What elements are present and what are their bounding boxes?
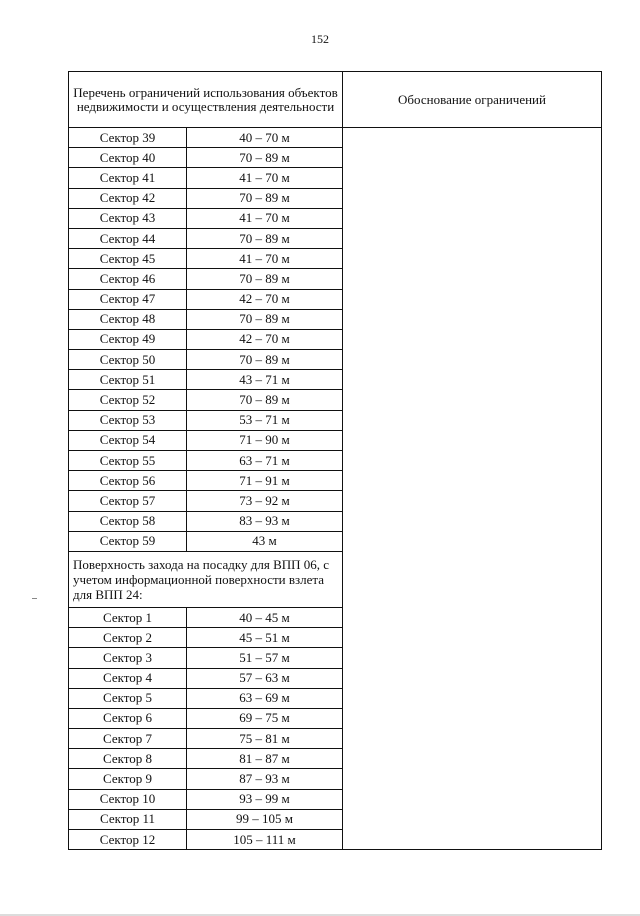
height-range-cell: 83 – 93 м [187,511,343,531]
height-range-cell: 71 – 90 м [187,430,343,450]
sector-name-cell: Сектор 43 [69,208,187,228]
height-range-cell: 105 – 111 м [187,830,343,850]
sector-name-cell: Сектор 44 [69,228,187,248]
height-range-cell: 41 – 70 м [187,168,343,188]
header-justification: Обоснование ограничений [343,72,602,128]
scan-mark [32,598,37,599]
page-number: 152 [311,32,329,46]
sector-name-cell: Сектор 56 [69,471,187,491]
height-range-cell: 70 – 89 м [187,350,343,370]
sector-name-cell: Сектор 40 [69,148,187,168]
sector-name-cell: Сектор 53 [69,410,187,430]
sector-name-cell: Сектор 55 [69,451,187,471]
sector-name-cell: Сектор 8 [69,749,187,769]
height-range-cell: 42 – 70 м [187,329,343,349]
height-range-cell: 73 – 92 м [187,491,343,511]
sector-name-cell: Сектор 39 [69,128,187,148]
sector-name-cell: Сектор 59 [69,531,187,551]
sector-name-cell: Сектор 1 [69,607,187,627]
height-range-cell: 43 – 71 м [187,370,343,390]
height-range-cell: 99 – 105 м [187,809,343,829]
sector-name-cell: Сектор 6 [69,708,187,728]
table-header-row [69,72,602,128]
table-row [69,128,602,148]
sector-name-cell: Сектор 58 [69,511,187,531]
sector-name-cell: Сектор 57 [69,491,187,511]
height-range-cell: 87 – 93 м [187,769,343,789]
sector-name-cell: Сектор 42 [69,188,187,208]
section-title: Поверхность захода на посадку для ВПП 06, с учетом информационной поверхности взлета для ВПП 24: [69,551,343,607]
height-range-cell: 41 – 70 м [187,208,343,228]
sector-name-cell: Сектор 5 [69,688,187,708]
height-range-cell: 43 м [187,531,343,551]
height-range-cell: 45 – 51 м [187,628,343,648]
sector-name-cell: Сектор 47 [69,289,187,309]
height-range-cell: 70 – 89 м [187,228,343,248]
height-range-cell: 41 – 70 м [187,249,343,269]
height-range-cell: 40 – 70 м [187,128,343,148]
height-range-cell: 70 – 89 м [187,390,343,410]
height-range-cell: 57 – 63 м [187,668,343,688]
height-range-cell: 93 – 99 м [187,789,343,809]
height-range-cell: 71 – 91 м [187,471,343,491]
height-range-cell: 51 – 57 м [187,648,343,668]
height-range-cell: 63 – 69 м [187,688,343,708]
sector-name-cell: Сектор 54 [69,430,187,450]
sector-name-cell: Сектор 4 [69,668,187,688]
header-restrictions-list: Перечень ограничений использования объектов недвижимости и осуществления деятельности [69,72,343,128]
height-range-cell: 70 – 89 м [187,309,343,329]
height-range-cell: 42 – 70 м [187,289,343,309]
restrictions-table [68,71,602,850]
height-range-cell: 70 – 89 м [187,148,343,168]
justification-cell [343,128,602,850]
sector-name-cell: Сектор 49 [69,329,187,349]
sector-name-cell: Сектор 52 [69,390,187,410]
sector-name-cell: Сектор 41 [69,168,187,188]
height-range-cell: 63 – 71 м [187,451,343,471]
sector-name-cell: Сектор 3 [69,648,187,668]
height-range-cell: 40 – 45 м [187,607,343,627]
sector-name-cell: Сектор 7 [69,729,187,749]
sector-name-cell: Сектор 11 [69,809,187,829]
sector-name-cell: Сектор 2 [69,628,187,648]
height-range-cell: 53 – 71 м [187,410,343,430]
sector-name-cell: Сектор 51 [69,370,187,390]
height-range-cell: 70 – 89 м [187,188,343,208]
sector-name-cell: Сектор 12 [69,830,187,850]
sector-name-cell: Сектор 45 [69,249,187,269]
height-range-cell: 70 – 89 м [187,269,343,289]
height-range-cell: 75 – 81 м [187,729,343,749]
sector-name-cell: Сектор 46 [69,269,187,289]
height-range-cell: 81 – 87 м [187,749,343,769]
sector-name-cell: Сектор 48 [69,309,187,329]
sector-name-cell: Сектор 9 [69,769,187,789]
sector-name-cell: Сектор 50 [69,350,187,370]
height-range-cell: 69 – 75 м [187,708,343,728]
sector-name-cell: Сектор 10 [69,789,187,809]
